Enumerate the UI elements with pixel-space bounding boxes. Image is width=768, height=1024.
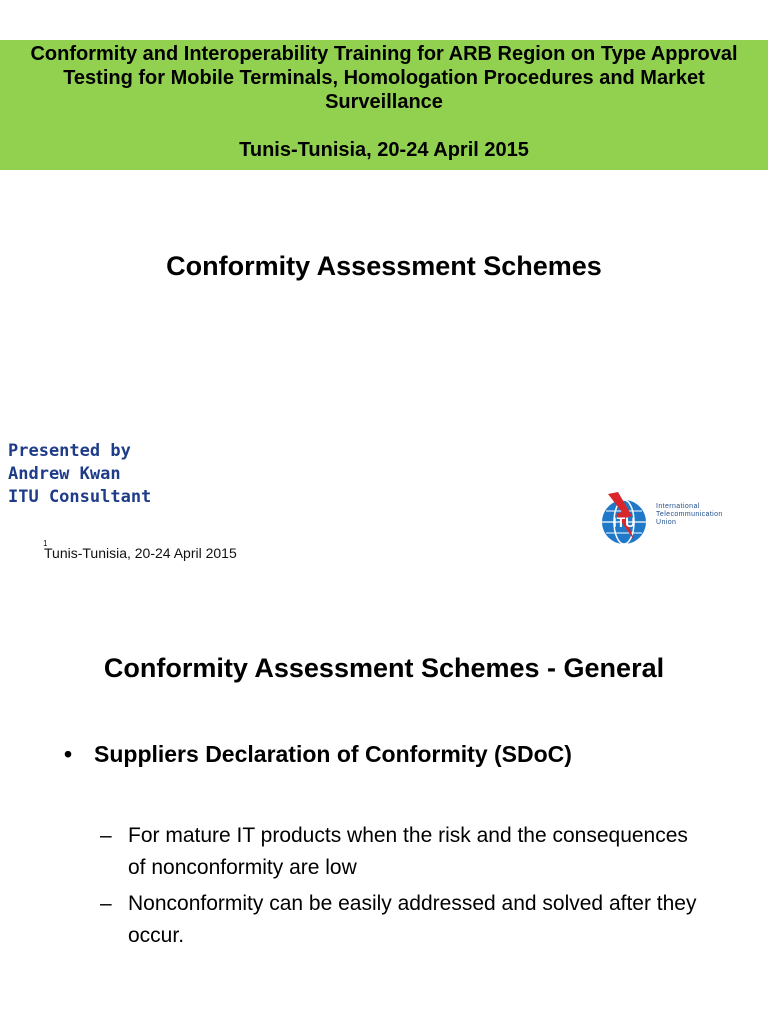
itu-globe-icon [598,490,658,550]
sub-bullet-text: For mature IT products when the risk and the consequences of nonconformity are low [128,824,688,879]
page-number: 1 [43,539,48,548]
dash-marker: – [100,892,112,915]
footer-text: Tunis-Tunisia, 20-24 April 2015 [44,545,237,561]
logo-line-1: International [656,503,700,510]
logo-wordmark [656,503,723,527]
sub-bullet-text: Nonconformity can be easily addressed and solved after they occur. [128,892,697,947]
presenter-name: Andrew Kwan [8,464,121,484]
sub-bullet-item [100,820,700,884]
content-slide [0,624,768,1024]
bullet-text: Suppliers Declaration of Conformity (SDoC) [94,741,572,767]
main-bullet [64,736,572,772]
presenter-label: Presented by [8,441,131,461]
presenter-block [8,440,151,509]
itu-logo [598,490,738,550]
dash-marker: – [100,824,112,847]
logo-acronym: ITU [612,514,636,530]
sub-bullet-list [100,820,700,956]
logo-line-2: Telecommunication [656,511,723,518]
banner-title: Conformity and Interoperability Training for ARB Region on Type Approval Testing for Mobile Terminals, Homologation Procedures and Market Surveillance [30,43,738,113]
slide-title: Conformity Assessment Schemes [166,251,602,281]
banner-location: Tunis-Tunisia, 20-24 April 2015 [239,139,529,161]
bullet-marker: • [64,741,73,767]
training-banner [0,40,768,170]
logo-line-3: Union [656,519,677,526]
sub-bullet-item [100,888,700,952]
presenter-role: ITU Consultant [8,487,152,507]
content-slide-title: Conformity Assessment Schemes - General [103,653,665,683]
slide-footer [43,539,237,561]
